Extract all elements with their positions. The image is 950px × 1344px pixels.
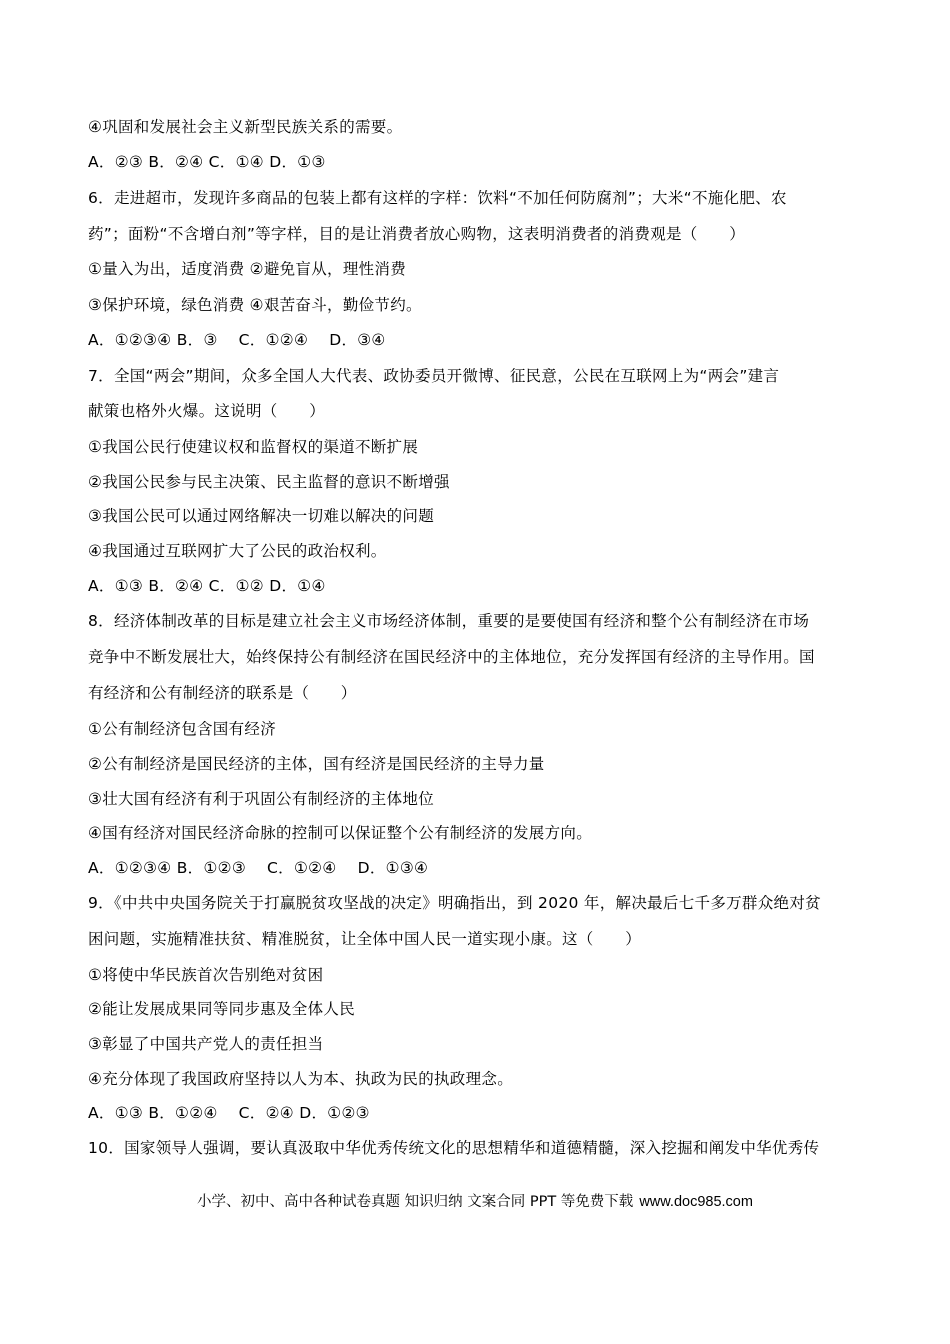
question-9-stem-cont: 困问题，实施精准扶贫、精准脱贫，让全体中国人民一道实现小康。这（ ）: [88, 930, 642, 948]
text-line: ④国有经济对国民经济命脉的控制可以保证整个公有制经济的发展方向。: [88, 824, 592, 842]
answer-options: A．①②③④ B．③ C．①②④ D．③④: [88, 331, 386, 349]
text-line: ③彰显了中国共产党人的责任担当: [88, 1035, 324, 1053]
footer-link[interactable]: www.doc985.com: [639, 1194, 753, 1210]
page-footer: [0, 1192, 950, 1212]
text-line: ②公有制经济是国民经济的主体，国有经济是国民经济的主导力量: [88, 755, 545, 773]
text-line: ②我国公民参与民主决策、民主监督的意识不断增强: [88, 473, 450, 491]
answer-options: A．①②③④ B．①②③ C．①②④ D．①③④: [88, 859, 429, 877]
question-8-stem: 8．经济体制改革的目标是建立社会主义市场经济体制，重要的是要使国有经济和整个公有制经济在市场: [88, 612, 810, 630]
text-line: ①将使中华民族首次告别绝对贫困: [88, 966, 324, 984]
text-line: ①我国公民行使建议权和监督权的渠道不断扩展: [88, 438, 419, 456]
question-9-stem: 9．《中共中央国务院关于打赢脱贫攻坚战的决定》明确指出，到 2020 年，解决最后七千多万群众绝对贫: [88, 894, 821, 912]
footer-text: 小学、初中、高中各种试卷真题 知识归纳 文案合同 PPT 等免费下载: [197, 1194, 634, 1210]
text-line: ③壮大国有经济有利于巩固公有制经济的主体地位: [88, 790, 434, 808]
text-line: ②能让发展成果同等同步惠及全体人民: [88, 1000, 355, 1018]
question-8-stem-cont: 有经济和公有制经济的联系是（ ）: [88, 684, 357, 702]
text-line: ④巩固和发展社会主义新型民族关系的需要。: [88, 118, 403, 136]
text-line: ①公有制经济包含国有经济: [88, 720, 276, 738]
answer-options: A．②③ B．②④ C．①④ D．①③: [88, 153, 326, 171]
text-line: ③我国公民可以通过网络解决一切难以解决的问题: [88, 507, 434, 525]
text-line: ①量入为出，适度消费 ②避免盲从，理性消费: [88, 260, 407, 278]
text-line: ④我国通过互联网扩大了公民的政治权利。: [88, 542, 387, 560]
text-line: ③保护环境，绿色消费 ④艰苦奋斗，勤俭节约。: [88, 296, 422, 314]
question-6-stem: 6．走进超市，发现许多商品的包装上都有这样的字样：饮料“不加任何防腐剂”；大米“不施化肥、农: [88, 189, 787, 207]
text-line: ④充分体现了我国政府坚持以人为本、执政为民的执政理念。: [88, 1070, 513, 1088]
answer-options: A．①③ B．①②④ C．②④ D．①②③: [88, 1104, 370, 1122]
question-7-stem: 7．全国“两会”期间，众多全国人大代表、政协委员开微博、征民意，公民在互联网上为“两会”建言: [88, 367, 780, 385]
answer-options: A．①③ B．②④ C．①② D．①④: [88, 577, 326, 595]
question-10-stem: 10．国家领导人强调，要认真汲取中华优秀传统文化的思想精华和道德精髓，深入挖掘和阐发中华优秀传: [88, 1139, 820, 1157]
question-8-stem-cont: 竞争中不断发展壮大，始终保持公有制经济在国民经济中的主体地位，充分发挥国有经济的主导作用。国: [88, 648, 815, 666]
question-6-stem-cont: 药”；面粉“不含增白剂”等字样，目的是让消费者放心购物，这表明消费者的消费观是（ ）: [88, 225, 745, 243]
question-7-stem-cont: 献策也格外火爆。这说明（ ）: [88, 402, 326, 420]
